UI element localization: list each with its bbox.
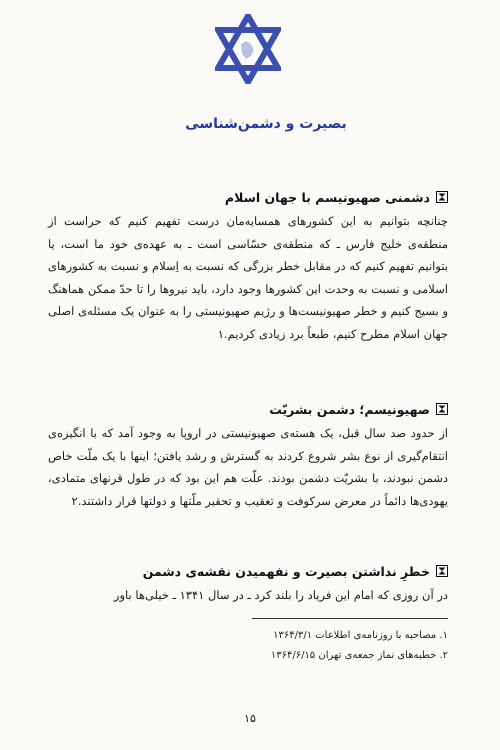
hourglass-marker-icon <box>436 565 448 577</box>
section-body: در آن روزی که امام این فریاد را بلند کرد ـ در سال ۱۳۴۱ ـ خیلی‌ها باور <box>113 588 448 602</box>
footnote-divider <box>252 618 448 619</box>
chapter-title: بصیرت و دشمن‌شناسی <box>185 116 347 132</box>
section-zionism-enmity-islam <box>48 186 448 345</box>
hourglass-marker-icon <box>436 191 448 203</box>
section-heading-text: دشمنی صهیونیسم با جهان اسلام <box>224 189 430 205</box>
section-danger-no-insight <box>48 560 448 607</box>
section-heading-text: صهیونیسم؛ دشمن بشریّت <box>269 401 430 417</box>
footnote: ۱. مصاحبه با روزنامه‌ی اطلاعات ۱۳۶۴/۳/۱ <box>273 630 448 641</box>
page-number: ۱۵ <box>244 712 256 725</box>
section-zionism-enemy-humanity <box>48 398 448 512</box>
section-heading <box>48 398 448 420</box>
star-of-david-emblem-icon <box>215 14 281 84</box>
section-body: چنانچه بتوانیم به این کشورهای همسایه‌مان درست تفهیم کنیم که حراست از منطقه‌ی خلیج فارس ـ که منطقه‌ی حسّاسی است ـ به عهده‌ی خود ما است، یا بتوانیم تفهیم کنیم که در مقابل خطر بزرگی که نسبت به اِسلام و نسبت به کشورهای اسلامی و نسبت به وحدت این کشورها وجود دارد، باید نیروها را تا حدّ ممکن هماهنگ و بسیج کنیم و خطر صهیونیست‌ها و رژیم صهیونیستی را به عنوان یک مسئله‌ی اصلی جهان اسلام مطرح کنیم، طبعاً برد زیادی کردیم.۱ <box>48 214 448 341</box>
section-heading <box>48 186 448 208</box>
footnotes <box>120 626 448 666</box>
hourglass-marker-icon <box>436 403 448 415</box>
section-body: از حدود صد سال قبل، یک هسته‌ی صهیونیستی در اروپا به وجود آمد که با انگیزه‌ی انتقام‌گیری از نوع بشر شروع کردند به گسترش و رشد یافتن؛ اینها با یک ملّت خاص دشمن نبودند، با بشریّت دشمن بودند. علّت هم این بود که در طول قرنهای متمادی، یهودی‌ها دائماً در معرض سرکوفت و تعقیب و تحقیر ملّتها و دولتها قرار داشتند.۲ <box>48 426 448 508</box>
section-heading <box>48 560 448 582</box>
footnote: ۲. خطبه‌های نماز جمعه‌ی تهران ۱۳۶۴/۶/۱۵ <box>270 650 448 661</box>
section-heading-text: خطرِ نداشتن بصیرت و نفهمیدن نقشه‌ی دشمن <box>142 563 430 579</box>
